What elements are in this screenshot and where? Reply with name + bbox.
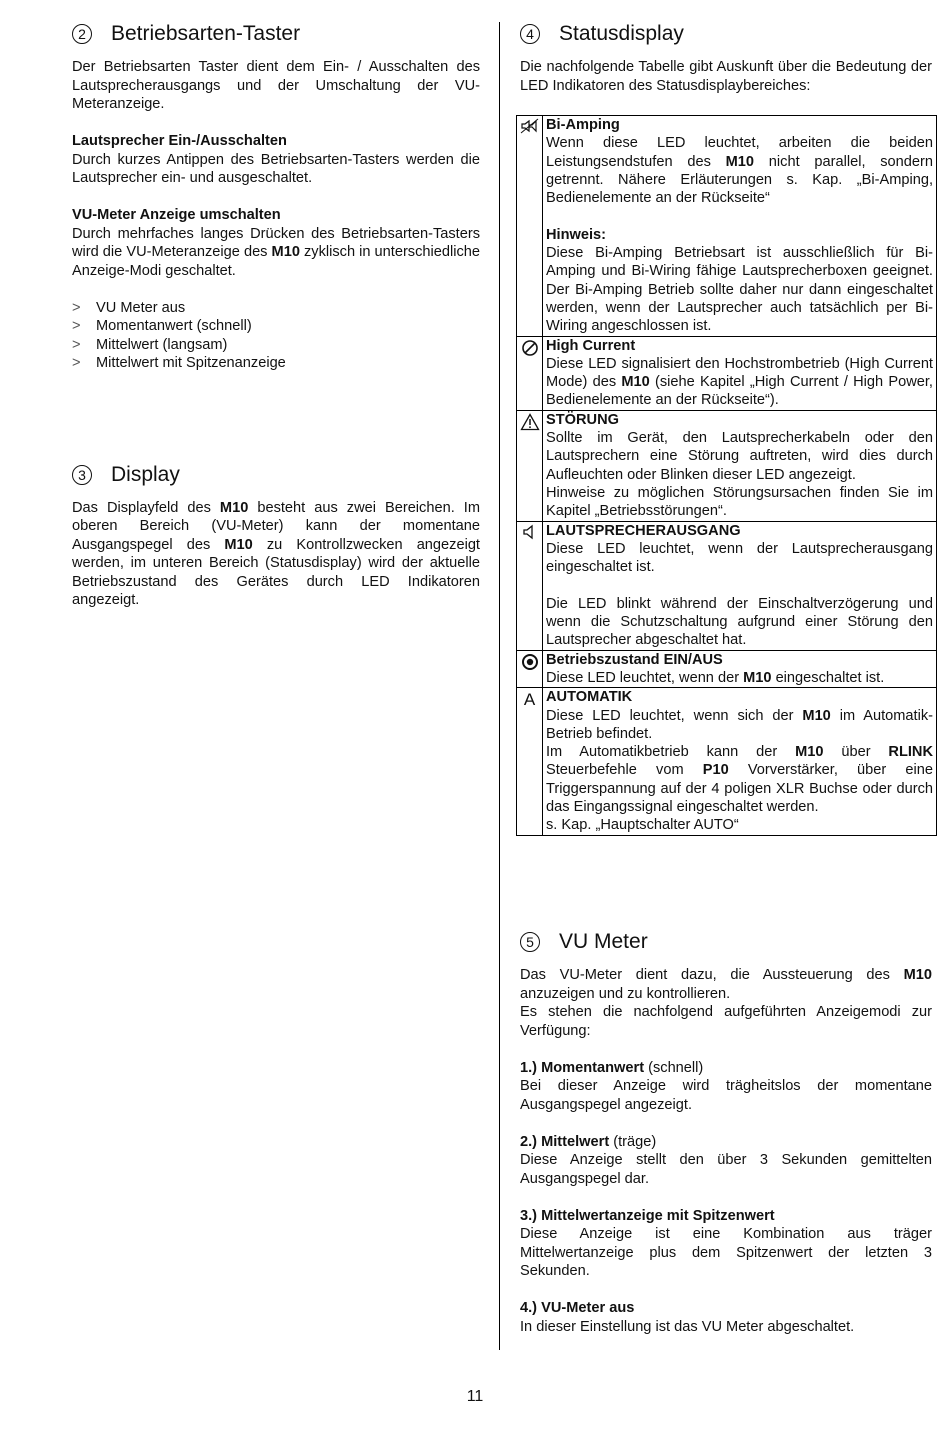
section-3-text: Das Displayfeld des M10 besteht aus zwei Bereichen. Im oberen Bereich (VU-Meter) kann der momentane Ausgangspegel des M10 zu Kontrollzwecken angezeigt werden, im unteren Bereich (Statusdisplay) wird der aktuelle Betriebszustand des Gerätes durch LED Indikatoren angezeigt. bbox=[72, 499, 480, 608]
section-title: Statusdisplay bbox=[559, 22, 684, 45]
table-row bbox=[517, 688, 937, 835]
status-cell: Betriebszustand EIN/AUS Diese LED leuchtet, wenn der M10 eingeschaltet ist. bbox=[543, 650, 937, 688]
section-number: 4 bbox=[520, 24, 540, 44]
speaker-icon bbox=[517, 521, 543, 650]
section-number: 2 bbox=[72, 24, 92, 44]
section-5-heading bbox=[520, 928, 932, 956]
table-row bbox=[517, 650, 937, 688]
mode-4-text: In dieser Einstellung ist das VU Meter abgeschaltet. bbox=[520, 1318, 855, 1335]
status-cell: STÖRUNG Sollte im Gerät, den Lautsprecherkabeln oder den Lautsprechern eine Störung auftreten, wird dies durch Aufleuchten oder Blinken dieser LED angezeigt. Hinweise zu möglichen Störungsursachen finden Sie im Kapitel „Betriebsstörungen“. bbox=[543, 410, 937, 521]
power-dot-icon bbox=[517, 650, 543, 688]
left-column bbox=[72, 20, 480, 610]
list-item: > Mittelwert (langsam) bbox=[72, 336, 228, 353]
section-2-heading bbox=[72, 20, 480, 48]
list-item: > VU Meter aus bbox=[72, 299, 186, 316]
section-number: 3 bbox=[72, 465, 92, 485]
mode-1-text: Bei dieser Anzeige wird trägheitslos der momentane Ausgangspegel angezeigt. bbox=[520, 1078, 932, 1113]
mode-list bbox=[72, 299, 480, 373]
mode-2-text: Diese Anzeige stellt den über 3 Sekunden gemittelten Ausgangspegel dar. bbox=[520, 1152, 932, 1187]
subheading-lautsprecher: Lautsprecher Ein-/Ausschalten bbox=[72, 133, 287, 149]
mode-1-heading: 1.) Momentanwert (schnell) bbox=[520, 1059, 704, 1076]
section-5 bbox=[520, 928, 932, 1336]
status-cell: Bi-Amping Wenn diese LED leuchtet, arbeiten die beiden Leistungsendstufen des M10 nicht parallel, sondern getrennt. Nähere Erläuterungen s. Kap. „Bi-Amping, Bedienelemente an der Rückseite“ Hinweis: Diese Bi-Amping Betriebsart ist ausschließlich für Bi-Amping und Bi-Wiring fähige Lautsprecherboxen geeignet. Der Bi-Amping Betrieb sollte daher nur dann eingeschaltet werden, wenn der Lautsprecher auch tatsächlich per Bi-Wiring angeschlossen ist. bbox=[543, 116, 937, 337]
paragraph-vu-meter: Durch mehrfaches langes Drücken des Betriebsarten-Tasters wird die VU-Meteranzeige des M10 zyklisch in unterschiedliche Anzeige-Modi geschaltet. bbox=[72, 225, 481, 279]
mode-2-heading: 2.) Mittelwert (träge) bbox=[520, 1133, 657, 1150]
table-row bbox=[517, 410, 937, 521]
warning-triangle-icon bbox=[517, 410, 543, 521]
subheading-vu-meter: VU-Meter Anzeige umschalten bbox=[72, 207, 281, 223]
section-4-heading bbox=[520, 20, 932, 48]
mode-3-text: Diese Anzeige ist eine Kombination aus träger Mittelwertanzeige plus dem Spitzenwert der letzten 3 Sekunden. bbox=[520, 1226, 932, 1279]
letter-a-icon: A bbox=[517, 688, 543, 835]
status-cell: High Current Diese LED signalisiert den Hochstrombetrieb (High Current Mode) des M10 (siehe Kapitel „High Current / High Power, Bedienelemente an der Rückseite“). bbox=[543, 336, 937, 410]
section-title: Display bbox=[111, 462, 180, 486]
section-5-intro-2: Es stehen die nachfolgend aufgeführten Anzeigemodi zur Verfügung: bbox=[520, 1004, 932, 1039]
table-row bbox=[517, 116, 937, 337]
mode-3-heading: 3.) Mittelwertanzeige mit Spitzenwert bbox=[520, 1207, 775, 1224]
table-row bbox=[517, 521, 937, 650]
list-item: > Mittelwert mit Spitzenanzeige bbox=[72, 355, 286, 371]
section-4-intro: Die nachfolgende Tabelle gibt Auskunft über die Bedeutung der LED Indikatoren des Statusdisplaybereiches: bbox=[520, 59, 932, 94]
status-cell: AUTOMATIK Diese LED leuchtet, wenn sich der M10 im Automatik-Betrieb befindet. Im Automatikbetrieb kann der M10 über RLINK Steuerbefehle vom P10 Vorverstärker, über eine Triggerspannung auf der 4 poligen XLR Buchse oder durch das Eingangssignal eingeschaltet werden. s. Kap. „Hauptschalter AUTO“ bbox=[543, 688, 937, 835]
bi-amping-speaker-icon bbox=[517, 116, 543, 337]
status-table bbox=[516, 115, 937, 836]
section-3-heading bbox=[72, 461, 480, 489]
paragraph-lautsprecher: Durch kurzes Antippen des Betriebsarten-Tasters werden die Lautsprecher ein- und ausgeschaltet. bbox=[72, 151, 480, 186]
column-divider bbox=[499, 22, 500, 1350]
status-cell: LAUTSPRECHERAUSGANG Diese LED leuchtet, wenn der Lautsprecherausgang eingeschaltet ist. Die LED blinkt während der Einschaltverzögerung und wenn die Schutzschaltung aufgrund einer Störung den Lautsprecher abgeschaltet hat. bbox=[543, 521, 937, 650]
section-title: VU Meter bbox=[559, 930, 648, 953]
slashed-circle-icon bbox=[517, 336, 543, 410]
mode-4-heading: 4.) VU-Meter aus bbox=[520, 1300, 635, 1316]
section-number: 5 bbox=[520, 932, 540, 952]
list-item: > Momentanwert (schnell) bbox=[72, 318, 252, 334]
section-2-intro: Der Betriebsarten Taster dient dem Ein- / Ausschalten des Lautsprecherausgangs und der Umschaltung der VU-Meteranzeige. bbox=[72, 59, 480, 112]
section-5-intro: Das VU-Meter dient dazu, die Aussteuerung des M10 anzuzeigen und zu kontrollieren. bbox=[520, 967, 932, 1002]
table-row bbox=[517, 336, 937, 410]
section-title: Betriebsarten-Taster bbox=[111, 22, 301, 45]
right-column bbox=[520, 20, 932, 95]
page-number: 11 bbox=[466, 1388, 484, 1405]
